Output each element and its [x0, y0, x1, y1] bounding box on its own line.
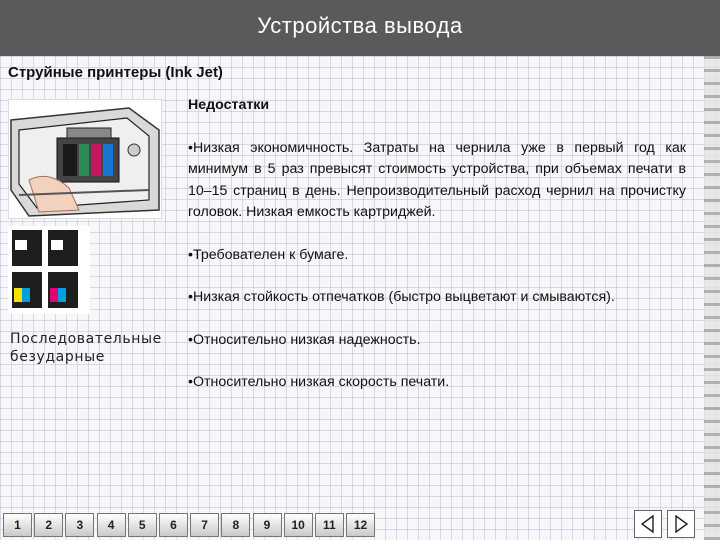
disadvantage-item: [188, 138, 686, 224]
bullet-icon: •: [188, 374, 193, 390]
page-button-11[interactable]: 11: [315, 513, 344, 537]
next-slide-button[interactable]: [667, 510, 695, 538]
bullet-icon: •: [188, 331, 193, 348]
page-button-5[interactable]: 5: [128, 513, 157, 537]
slide-navigation: [3, 513, 377, 539]
disadvantage-item: [188, 330, 686, 352]
page-button-7[interactable]: 7: [190, 513, 219, 537]
disadvantage-text: Низкая экономичность. Затраты на чернила уже в первый год как минимум в 5 раз превысят стоимость устройства, при объемах печати в 10–15 страниц в день. Непроизводительный расход чернил на прочистку головок. Низкая емкость картриджей.: [188, 139, 686, 220]
disadvantages-section: [188, 95, 686, 394]
photo-caption: [10, 330, 200, 366]
disadvantage-text: Требователен к бумаге.: [192, 246, 349, 263]
slide-title: Устройства вывода: [257, 13, 463, 38]
bullet-icon: •: [188, 139, 193, 156]
page-button-3[interactable]: 3: [65, 513, 94, 537]
ink-cartridges-photo: [8, 226, 90, 314]
disadvantage-item: [188, 372, 686, 394]
triangle-right-icon: [671, 514, 691, 534]
page-button-9[interactable]: 9: [253, 513, 282, 537]
prev-slide-button[interactable]: [634, 510, 662, 538]
caption-line: безударные: [10, 349, 105, 365]
page-button-8[interactable]: 8: [221, 513, 250, 537]
disadvantage-item: [188, 287, 686, 309]
section-heading: Недостатки: [188, 97, 270, 113]
slide-subtitle: Струйные принтеры (Ink Jet): [8, 64, 223, 81]
slide-header: [0, 0, 720, 56]
disadvantage-text: Низкая стойкость отпечатков (быстро выцветают и смываются).: [192, 289, 615, 305]
disadvantage-item: [188, 245, 686, 267]
page-button-6[interactable]: 6: [159, 513, 188, 537]
notebook-spiral: [704, 56, 720, 540]
bullet-icon: •: [188, 289, 193, 305]
page-button-10[interactable]: 10: [284, 513, 313, 537]
page-button-12[interactable]: 12: [346, 513, 375, 537]
triangle-left-icon: [638, 514, 658, 534]
page-button-1[interactable]: 1: [3, 513, 32, 537]
disadvantage-text: Относительно низкая надежность.: [192, 331, 421, 348]
printer-photo: [8, 99, 162, 219]
page-button-4[interactable]: 4: [97, 513, 126, 537]
disadvantage-text: Относительно низкая скорость печати.: [192, 374, 450, 390]
page-button-2[interactable]: 2: [34, 513, 63, 537]
caption-line: Последовательные: [10, 331, 162, 347]
bullet-icon: •: [188, 246, 193, 263]
